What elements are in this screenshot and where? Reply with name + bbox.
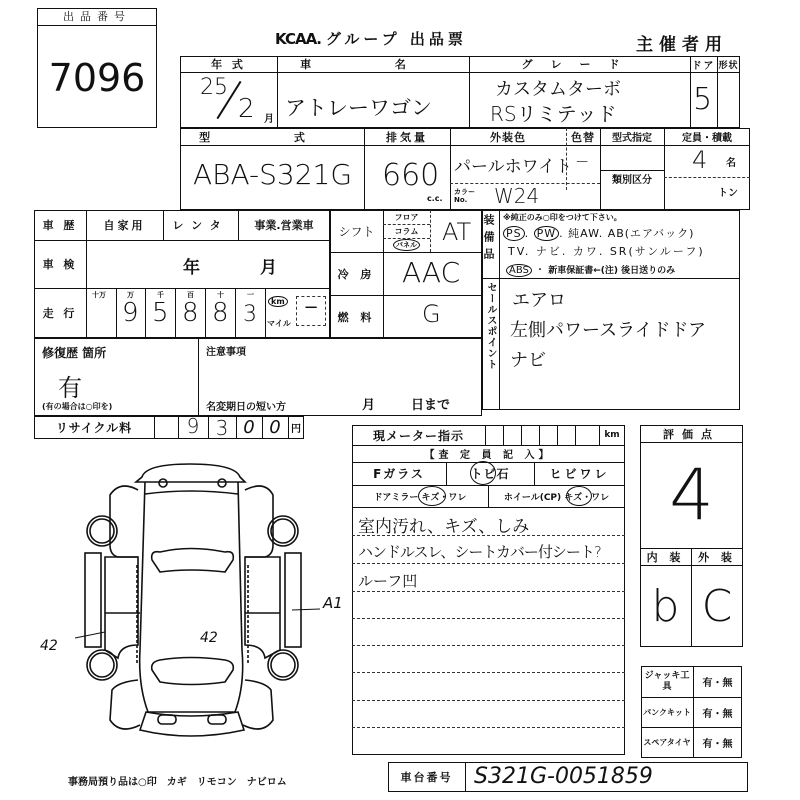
grade-line-1: カスタムターボ bbox=[495, 79, 621, 100]
shape-label: 形状 bbox=[718, 60, 739, 71]
mileage-unit-10k: 万 bbox=[127, 291, 134, 299]
equip-airbag[interactable]: AB(エアバック) bbox=[607, 227, 695, 240]
equip-tv[interactable]: TV bbox=[508, 245, 525, 258]
recycle-digit-1: 9 bbox=[186, 413, 200, 438]
puncture-kit-label: パンクキット bbox=[643, 707, 691, 717]
type-designation-label: 型式指定 bbox=[612, 133, 652, 144]
brand-logo: KCAA bbox=[275, 30, 317, 48]
rename-deadline-label: 名変期日の短い方 bbox=[206, 402, 286, 413]
damage-mark-a1: A1 bbox=[323, 594, 343, 612]
displacement-label: 排気量 bbox=[386, 130, 428, 144]
model-label: 型 式 bbox=[199, 130, 345, 144]
lot-number-box bbox=[37, 8, 157, 128]
sales-point-1: エアロ bbox=[512, 290, 566, 311]
office-items-label: 事務局預り品は○印 カギ リモコン ナビロム bbox=[68, 777, 287, 788]
ac-value: AAC bbox=[402, 256, 461, 289]
inspector-note-2: ハンドルスレ、シートカバー付シート? bbox=[358, 543, 601, 561]
grade-label: グレード bbox=[521, 58, 638, 71]
mileage-label: 走 行 bbox=[42, 307, 78, 320]
sales-points-side-label: セールスポイント bbox=[485, 282, 496, 370]
crack-label: ヒビワレ bbox=[549, 467, 610, 481]
repair-label: 修復歴 箇所 bbox=[42, 346, 107, 360]
displacement-unit: c.c. bbox=[427, 194, 443, 203]
exterior-value: C bbox=[701, 580, 733, 632]
shift-option-floor[interactable]: フロア bbox=[394, 212, 419, 222]
equipment-line-1: PS . PW . 純AW. AB(エアバック) bbox=[503, 225, 694, 241]
year-label: 年 式 bbox=[211, 58, 246, 71]
score-label: 評価点 bbox=[663, 427, 720, 441]
sales-point-2: 左側パワースライドドア bbox=[510, 320, 707, 341]
history-option-private[interactable]: 自家用 bbox=[103, 219, 146, 232]
equip-sunroof[interactable]: SR(サンルーフ) bbox=[609, 245, 705, 258]
mileage-note-box: − bbox=[296, 296, 326, 326]
recycle-fee-label: リサイクル料 bbox=[55, 421, 133, 435]
fuel-value: G bbox=[422, 300, 441, 328]
inspection-month-unit: 月 bbox=[260, 258, 277, 278]
mileage-digit-1k: 5 bbox=[152, 298, 169, 328]
inspection-year-unit: 年 bbox=[183, 258, 200, 278]
fuel-label: 燃 料 bbox=[337, 310, 376, 324]
category-label: 類別区分 bbox=[612, 174, 652, 186]
inspector-note-3: ルーフ凹 bbox=[358, 572, 418, 590]
load-unit: トン bbox=[718, 188, 738, 199]
shift-option-column[interactable]: コラム bbox=[394, 226, 419, 236]
chip-label: トビ石 bbox=[470, 467, 510, 481]
color-no-value: W24 bbox=[494, 184, 540, 208]
displacement-value: 660 bbox=[382, 158, 440, 193]
interior-label: 内 装 bbox=[646, 550, 685, 564]
windshield-label: Fガラス bbox=[373, 467, 425, 481]
inspection-label: 車 検 bbox=[42, 258, 78, 271]
lot-number-label: 出品番号 bbox=[38, 9, 156, 26]
mileage-unit-1: 一 bbox=[247, 291, 254, 299]
history-option-rental[interactable]: レンタ bbox=[172, 219, 229, 232]
color-label: 外装色 bbox=[490, 130, 526, 144]
mileage-digit-10: 8 bbox=[212, 298, 229, 328]
month-unit: 月 bbox=[264, 114, 274, 125]
rename-day-unit: 日まで bbox=[411, 398, 451, 413]
meter-unit: km bbox=[604, 430, 620, 440]
recycle-unit: 円 bbox=[291, 424, 301, 435]
spare-tire-value[interactable]: 有・無 bbox=[702, 739, 733, 750]
color-change-value: − bbox=[575, 152, 590, 172]
equip-navi[interactable]: ナビ bbox=[535, 245, 562, 258]
equipment-line-2: TV. ナビ. カワ. SR(サンルーフ) bbox=[508, 245, 705, 258]
equip-warranty: 新車保証書←(注) 後日送りのみ bbox=[548, 266, 676, 276]
color-value: パールホワイト bbox=[454, 157, 573, 177]
chassis-number-value: S321G-0051859 bbox=[474, 764, 653, 789]
door-mirror-label: ドアミラー キズ・ワレ bbox=[373, 492, 467, 503]
inspector-title: 【査 定 員 記 入】 bbox=[424, 450, 553, 461]
shift-label: シフト bbox=[338, 224, 375, 239]
capacity-value: 4 bbox=[692, 146, 708, 174]
damage-mark-42-left: 42 bbox=[40, 638, 58, 654]
rename-month-unit: 月 bbox=[362, 398, 376, 413]
mileage-unit-1k: 千 bbox=[157, 291, 164, 299]
exterior-label: 外 装 bbox=[698, 550, 736, 564]
shift-value: AT bbox=[442, 218, 472, 246]
damage-mark-42-center: 42 bbox=[200, 630, 218, 646]
capacity-unit: 名 bbox=[726, 158, 736, 169]
equip-leather[interactable]: カワ bbox=[572, 245, 599, 258]
repair-note: (有の場合は○印を) bbox=[42, 402, 113, 411]
copy-label: 主催者用 bbox=[636, 35, 728, 55]
recycle-digit-2: 3 bbox=[215, 415, 229, 440]
equip-ps[interactable]: PS bbox=[503, 226, 525, 241]
spare-tire-label: スペアタイヤ bbox=[643, 738, 691, 747]
wheel-label: ホイール(CP) キズ・ワレ bbox=[503, 492, 610, 503]
equip-aw[interactable]: 純AW bbox=[568, 227, 599, 240]
door-label: ドア bbox=[691, 60, 716, 72]
mileage-digit-10k: 9 bbox=[122, 298, 139, 328]
wheel-scratch-circle bbox=[566, 486, 592, 506]
lot-number: 7096 bbox=[48, 56, 146, 100]
mileage-unit-10: 十 bbox=[217, 291, 224, 299]
score-value: 4 bbox=[669, 454, 714, 536]
color-change-label: 色替 bbox=[571, 130, 595, 144]
car-damage-diagram bbox=[30, 450, 360, 750]
shift-option-panel[interactable]: パネル bbox=[383, 238, 430, 252]
mirror-scratch-circle bbox=[418, 486, 446, 506]
jack-tools-value[interactable]: 有・無 bbox=[702, 678, 733, 689]
equipment-side-label: 装備品 bbox=[482, 214, 495, 265]
ac-label: 冷 房 bbox=[337, 267, 376, 281]
year-value: 25 bbox=[200, 75, 228, 100]
chip-circle-mark bbox=[470, 461, 496, 485]
mileage-unit-100: 百 bbox=[187, 291, 194, 299]
recycle-digit-4: 0 bbox=[269, 417, 281, 438]
jack-tools-label: ジャッキ工具 bbox=[644, 670, 690, 692]
repair-value: 有 bbox=[58, 374, 82, 402]
mileage-digit-1: 3 bbox=[243, 302, 257, 327]
month-value: 2 bbox=[238, 94, 255, 124]
car-name-label: 車 名 bbox=[300, 58, 446, 71]
mile-label: マイル bbox=[267, 319, 291, 328]
history-option-business[interactable]: 事業.営業車 bbox=[254, 219, 314, 232]
equipment-line-3: ABS ・ 新車保証書←(注) 後日送りのみ bbox=[506, 261, 675, 276]
meter-label: 現メーター指示 bbox=[372, 428, 464, 443]
sales-point-3: ナビ bbox=[510, 350, 546, 371]
equip-pw[interactable]: PW bbox=[534, 226, 560, 241]
capacity-label: 定員・積載 bbox=[682, 133, 732, 144]
inspector-note-1: 室内汚れ、キズ、しみ bbox=[358, 517, 530, 537]
model-value: ABA-S321G bbox=[193, 158, 353, 191]
interior-value: b bbox=[651, 580, 680, 632]
mileage-unit-100k: 十万 bbox=[92, 291, 106, 299]
puncture-kit-value[interactable]: 有・無 bbox=[702, 708, 733, 720]
recycle-digit-3: 0 bbox=[243, 417, 255, 438]
equip-abs[interactable]: ABS bbox=[506, 264, 532, 277]
header-title: KCAA.グループ 出品票 bbox=[275, 30, 467, 48]
door-value: 5 bbox=[693, 82, 713, 117]
chassis-number-label: 車台番号 bbox=[400, 771, 453, 784]
caution-label: 注意事項 bbox=[206, 347, 246, 358]
mileage-digit-100: 8 bbox=[182, 298, 199, 328]
km-circled: km bbox=[268, 296, 288, 307]
color-no-label: カラーNo. bbox=[454, 188, 475, 204]
equipment-note: ※純正のみ○印をつけて下さい。 bbox=[503, 213, 622, 222]
grade-line-2: RSリミテッド bbox=[490, 102, 617, 126]
car-name-value: アトレーワゴン bbox=[285, 96, 432, 120]
history-label: 車 歴 bbox=[42, 219, 78, 232]
